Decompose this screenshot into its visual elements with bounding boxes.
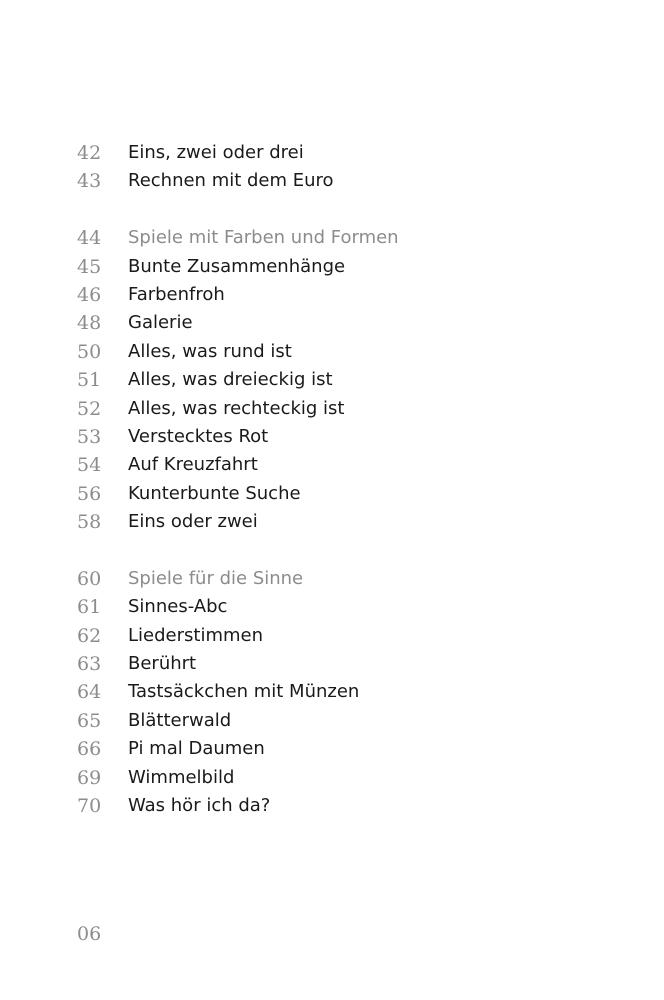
toc-page-number: 64 <box>77 681 102 704</box>
toc-entry-title: Farbenfroh <box>128 283 225 305</box>
toc-entry-title: Berührt <box>128 653 197 675</box>
toc-page-number: 61 <box>77 596 102 619</box>
toc-entry[interactable] <box>0 395 664 423</box>
toc-page-number: 69 <box>77 766 102 789</box>
toc-entry-title: Galerie <box>128 312 193 334</box>
toc-entry-title: Eins, zwei oder drei <box>128 142 304 163</box>
toc-entry[interactable] <box>0 309 664 337</box>
toc-entry-title: Alles, was dreieckig ist <box>128 369 333 391</box>
toc-entry-title: Tastsäckchen mit Münzen <box>128 681 360 703</box>
toc-page-number: 58 <box>77 511 102 534</box>
toc-entry[interactable] <box>0 253 664 281</box>
toc-entry-title: Alles, was rechteckig ist <box>128 397 345 419</box>
toc-group-sinne <box>0 565 664 821</box>
toc-entry[interactable] <box>0 508 664 536</box>
toc-entry[interactable] <box>0 480 664 508</box>
toc-page-number: 52 <box>77 397 102 420</box>
toc-page-number: 45 <box>77 255 102 278</box>
toc-entry-title: Wimmelbild <box>128 766 235 788</box>
toc-page-number: 50 <box>77 340 102 363</box>
toc-entry[interactable] <box>0 678 664 706</box>
toc-entry[interactable] <box>0 281 664 309</box>
toc-page-number: 63 <box>77 653 102 676</box>
toc-entry-title: Bunte Zusammenhänge <box>128 255 346 277</box>
toc-page-number: 46 <box>77 283 102 306</box>
toc-entry-title: Was hör ich da? <box>128 794 271 816</box>
toc-entry-title: Sinnes-Abc <box>128 596 228 618</box>
toc-entry-title: Auf Kreuzfahrt <box>128 454 258 476</box>
toc-page-number: 42 <box>77 142 102 164</box>
toc-section-heading[interactable] <box>0 224 664 252</box>
toc-group-farben-formen <box>0 224 664 536</box>
toc-entry[interactable] <box>0 735 664 763</box>
toc-entry[interactable] <box>0 167 664 195</box>
toc-page-number: 60 <box>77 567 102 590</box>
toc-page-number: 53 <box>77 425 102 448</box>
toc-entry-title: Pi mal Daumen <box>128 738 265 760</box>
toc-entry[interactable] <box>0 593 664 621</box>
toc-entry-title: Liederstimmen <box>128 624 263 646</box>
toc-entry-title: Alles, was rund ist <box>128 340 292 362</box>
toc-entry[interactable] <box>0 650 664 678</box>
toc-entry-title: Rechnen mit dem Euro <box>128 170 334 192</box>
toc-entry[interactable] <box>0 707 664 735</box>
toc-group-intro <box>0 139 664 196</box>
toc-entry[interactable] <box>0 451 664 479</box>
toc-entry[interactable] <box>0 764 664 792</box>
toc-page-number: 54 <box>77 454 102 477</box>
page-number: 06 <box>77 923 102 945</box>
toc-entry-title: Kunterbunte Suche <box>128 482 301 504</box>
toc-page-number: 65 <box>77 709 102 732</box>
toc-entry[interactable] <box>0 792 664 820</box>
toc-section-title: Spiele mit Farben und Formen <box>128 227 399 249</box>
toc-entry-title: Eins oder zwei <box>128 511 258 533</box>
table-of-contents <box>0 139 664 820</box>
toc-page-number: 56 <box>77 482 102 505</box>
toc-entry-title: Verstecktes Rot <box>128 425 269 447</box>
toc-entry[interactable] <box>0 139 664 167</box>
toc-page-number: 62 <box>77 624 102 647</box>
toc-page-number: 70 <box>77 794 102 817</box>
toc-entry[interactable] <box>0 366 664 394</box>
toc-entry[interactable] <box>0 338 664 366</box>
toc-section-title: Spiele für die Sinne <box>128 567 304 589</box>
toc-entry-title: Blätterwald <box>128 709 232 731</box>
toc-section-heading[interactable] <box>0 565 664 593</box>
toc-page-number: 51 <box>77 369 102 392</box>
toc-page-number: 44 <box>77 227 102 250</box>
toc-entry[interactable] <box>0 423 664 451</box>
toc-page-number: 48 <box>77 312 102 335</box>
toc-page-number: 43 <box>77 170 102 193</box>
toc-page-number: 66 <box>77 738 102 761</box>
toc-entry[interactable] <box>0 622 664 650</box>
